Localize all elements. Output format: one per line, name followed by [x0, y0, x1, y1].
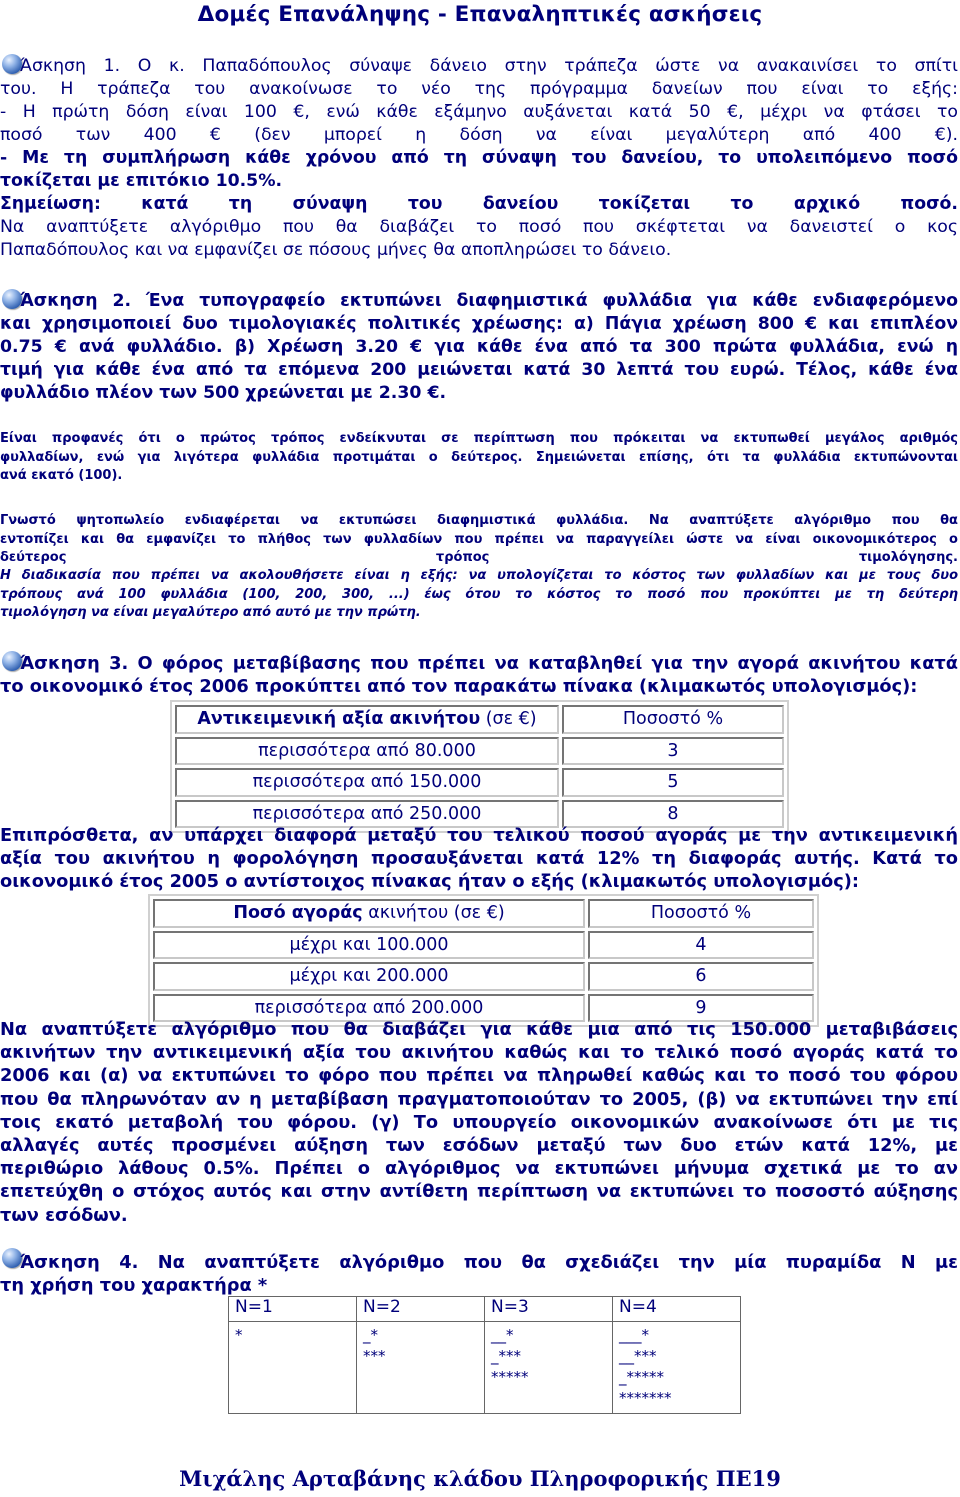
table-cell: 8: [562, 800, 784, 829]
table-cell: περισσότερα από 200.000: [153, 994, 585, 1023]
table-row: [175, 737, 784, 766]
ex1-line: τοκίζεται με επιτόκιο 10.5%.: [0, 171, 283, 191]
ex1-line: - Με τη συμπλήρωση κάθε χρόνου από τη σύναψη του δανείου, το υπολειπόμενο ποσό: [0, 148, 958, 168]
pyramid-line: ___*: [619, 1326, 649, 1344]
para-line: εντοπίζει και θα εμφανίζει το πλήθος των φυλλαδίων που πρέπει να παραγγείλει ώστε να είναι οικονομικότερος ο: [0, 531, 958, 547]
ex2-line: και χρησιμοποιεί δυο τιμολογιακές πολιτικές χρέωσης: α) Πάγια χρέωση 800 € και επιπλέον: [0, 314, 958, 334]
para-line: τρόπους ανά 100 φυλλάδια (100, 200, 300, ...) έως ότου το κόστος το ποσό που προκύπτει με τη δεύτερη: [0, 586, 958, 602]
ex3-line: που θα πληρωνόταν αν η μεταβίβαση πραγματοποιούταν το 2005, (β) να εκτυπώνει την επί: [0, 1088, 958, 1110]
para-line: Η διαδικασία που πρέπει να ακολουθήσετε είναι η εξής: να υπολογίζεται το κόστος των φυλλαδίων και με τους δυο: [0, 568, 958, 583]
ex2-line: τιμή για κάθε ένα από τα επόμενα 200 μειώνεται κατά 30 λεπτά του ευρώ. Τέλος, κάθε ένα: [0, 360, 958, 380]
ex3-line: τοις εκατό μεταβολή του φόρου. (γ) Το υπουργείο οικονομικών ανακοίνωσε ότι με τις: [0, 1111, 958, 1133]
pyramid-cell: [357, 1322, 485, 1414]
table-header-percent: Ποσοστό %: [588, 899, 814, 928]
table-cell: 5: [562, 768, 784, 797]
ex3-line: Άσκηση 3. Ο φόρος μεταβίβασης που πρέπει να καταβληθεί για την αγορά ακινήτου κατά: [20, 653, 958, 674]
ex4-line: Άσκηση 4. Να αναπτύξετε αλγόριθμο που θα σχεδιάζει την μία πυραμίδα Ν με: [20, 1252, 958, 1273]
para-line: Είναι προφανές ότι ο πρώτος τρόπος ενδείκνυται σε περίπτωση που πρόκειται να εκτυπωθεί μεγάλος αριθμός: [0, 431, 958, 446]
table-cell: 9: [588, 994, 814, 1023]
ex1-line: Να αναπτύξετε αλγόριθμο που θα διαβάζει το ποσό που σκέφτεται να δανειστεί ο κος: [0, 217, 958, 237]
table-cell: μέχρι και 200.000: [153, 962, 585, 991]
ex3-line: αλλαγές αυτές προσμένει αύξηση των εσόδων μεταξύ των δυο ετών κατά 12%, με: [0, 1135, 958, 1157]
table-header-row: [153, 899, 814, 928]
exercise-3-intro: [0, 652, 958, 698]
table-header-row: [175, 705, 784, 734]
ex3-line: Επιπρόσθετα, αν υπάρχει διαφορά μεταξύ του τελικού ποσού αγοράς με την αντικειμενική: [0, 825, 958, 846]
para-line: ανά εκατό (100).: [0, 468, 123, 483]
ex2-paragraph-1: [0, 430, 958, 486]
ex3-line: επετεύχθη ο στόχος αυτός και στην αντίθετη περίπτωση να εκτυπώνει το ποσοστό αύξησης: [0, 1181, 958, 1203]
ex1-line: του. Η τράπεζα του ανακοίνωσε το νέο της πρόγραμμα δανείων που είναι το εξής:: [0, 79, 958, 99]
ex1-line: Άσκηση 1. Ο κ. Παπαδόπουλος σύναψε δάνειο στην τράπεζα ώστε να ανακαινίσει το σπίτι: [20, 56, 958, 76]
pyramid-line: _***: [491, 1347, 521, 1365]
table-cell: μέχρι και 100.000: [153, 931, 585, 960]
ex2-paragraph-2: [0, 512, 958, 568]
pyramid-line: *******: [619, 1389, 672, 1407]
pyramid-line: *****: [491, 1368, 529, 1386]
pyramid-header-row: [229, 1297, 741, 1322]
ex1-line: Παπαδόπουλος και να εμφανίζει σε πόσους μήνες θα αποπληρώσει το δάνειο.: [0, 240, 672, 260]
exercise-4: [0, 1251, 958, 1297]
ex1-line: Σημείωση: κατά τη σύναψη του δανείου τοκίζεται το αρχικό ποσό.: [0, 194, 958, 214]
pyramid-cell: [229, 1322, 357, 1414]
exercise-3-outro: [0, 1018, 958, 1227]
para-line: τιμολόγηση να είναι μεγαλύτερο από αυτό με την πρώτη.: [0, 605, 421, 620]
table-header-percent: Ποσοστό %: [562, 705, 784, 734]
ex1-line: ποσό των 400 € (δεν μπορεί η δόση να είναι μεγαλύτερη από 400 €).: [0, 125, 958, 145]
page-title: Δομές Επανάληψης - Επαναληπτικές ασκήσεις: [197, 2, 763, 27]
para-line: δεύτερος τρόπος τιμολόγησης.: [0, 550, 958, 565]
pyramid-line: *: [235, 1326, 243, 1344]
ex1-line: - Η πρώτη δόση είναι 100 €, ενώ κάθε εξάμηνο αυξάνεται κατά 50 €, μέχρι να φτάσει το: [0, 102, 958, 122]
pyramid-header: N=3: [485, 1297, 613, 1322]
ex2-line: φυλλάδιο πλέον των 500 χρεώνεται με 2.30 €.: [0, 383, 447, 403]
table-row: [153, 962, 814, 991]
pyramid-line: ***: [363, 1347, 386, 1365]
pyramid-cell: [485, 1322, 613, 1414]
pyramid-line: __***: [619, 1347, 657, 1365]
pyramid-line: _*****: [619, 1368, 664, 1386]
ex2-paragraph-3: [0, 567, 958, 623]
para-line: φυλλαδίων, ενώ για λιγότερα φυλλάδια προτιμάται ο δεύτερος. Σημειώνεται επίσης, ότι τα φυλλάδια εκτυπώνονται: [0, 449, 958, 465]
ex3-line: οικονομικό έτος 2005 ο αντίστοιχος πίνακας ήταν ο εξής (κλιμακωτός υπολογισμός):: [0, 871, 859, 893]
pyramid-cell: [613, 1322, 741, 1414]
ex3-line: αξία του ακινήτου η φορολόγηση προσαυξάνεται κατά 12% τη διαφοράς αυτής. Κατά το: [0, 848, 958, 870]
table-row: [153, 931, 814, 960]
table-header-value: Ποσό αγοράς ακινήτου (σε €): [153, 899, 585, 928]
pyramid-row: [229, 1322, 741, 1414]
exercise-1: [0, 55, 958, 262]
ex3-line: των εσόδων.: [0, 1204, 128, 1226]
table-cell: περισσότερα από 80.000: [175, 737, 559, 766]
table-cell: 4: [588, 931, 814, 960]
ex2-line: Άσκηση 2. Ένα τυπογραφείο εκτυπώνει διαφημιστικά φυλλάδια για κάθε ενδιαφερόμενο: [20, 291, 958, 311]
pyramid-line: __*: [491, 1326, 514, 1344]
exercise-3-middle: [0, 824, 958, 894]
table-cell: περισσότερα από 150.000: [175, 768, 559, 797]
para-line: Γνωστό ψητοπωλείο ενδιαφέρεται να εκτυπώσει διαφημιστικά φυλλάδια. Να αναπτύξετε αλγόριθμο που θα: [0, 513, 958, 528]
ex3-line: 2006 και (α) να εκτυπώνει το φόρο που πρέπει να πληρωθεί καθώς και το ποσό του φόρου: [0, 1065, 958, 1087]
pyramid-header: N=1: [229, 1297, 357, 1322]
table-row: [175, 768, 784, 797]
pyramid-table: [228, 1296, 741, 1414]
tax-table-2006: [170, 700, 789, 833]
ex4-line: τη χρήση του χαρακτήρα *: [0, 1275, 268, 1297]
pyramid-line: _*: [363, 1326, 378, 1344]
pyramid-header: N=4: [613, 1297, 741, 1322]
table-cell: 6: [588, 962, 814, 991]
table-cell: περισσότερα από 250.000: [175, 800, 559, 829]
ex2-line: 0.75 € ανά φυλλάδιο. β) Χρέωση 3.20 € για κάθε ένα από τα 300 πρώτα φυλλάδια, ενώ η: [0, 337, 958, 357]
ex3-line: ακινήτων την αντικειμενική αξία του ακινήτου καθώς και το τελικό ποσό αγοράς κατά το: [0, 1042, 958, 1064]
tax-table-2005: [148, 894, 819, 1027]
ex3-line: το οικονομικό έτος 2006 προκύπτει από τον παρακάτω πίνακα (κλιμακωτός υπολογισμός):: [0, 676, 918, 698]
table-cell: 3: [562, 737, 784, 766]
ex3-line: Να αναπτύξετε αλγόριθμο που θα διαβάζει για κάθε μια από τις 150.000 μεταβιβάσεις: [0, 1019, 958, 1040]
page-footer: Μιχάλης Αρταβάνης κλάδου Πληροφορικής ΠΕ19: [179, 1466, 781, 1491]
ex3-line: περιθώριο λάθους 0.5%. Πρέπει ο αλγόριθμος να εκτυπώνει μήνυμα σχετικά με το αν: [0, 1158, 958, 1180]
exercise-2: [0, 290, 958, 405]
pyramid-header: N=2: [357, 1297, 485, 1322]
table-header-value: Αντικειμενική αξία ακινήτου (σε €): [175, 705, 559, 734]
